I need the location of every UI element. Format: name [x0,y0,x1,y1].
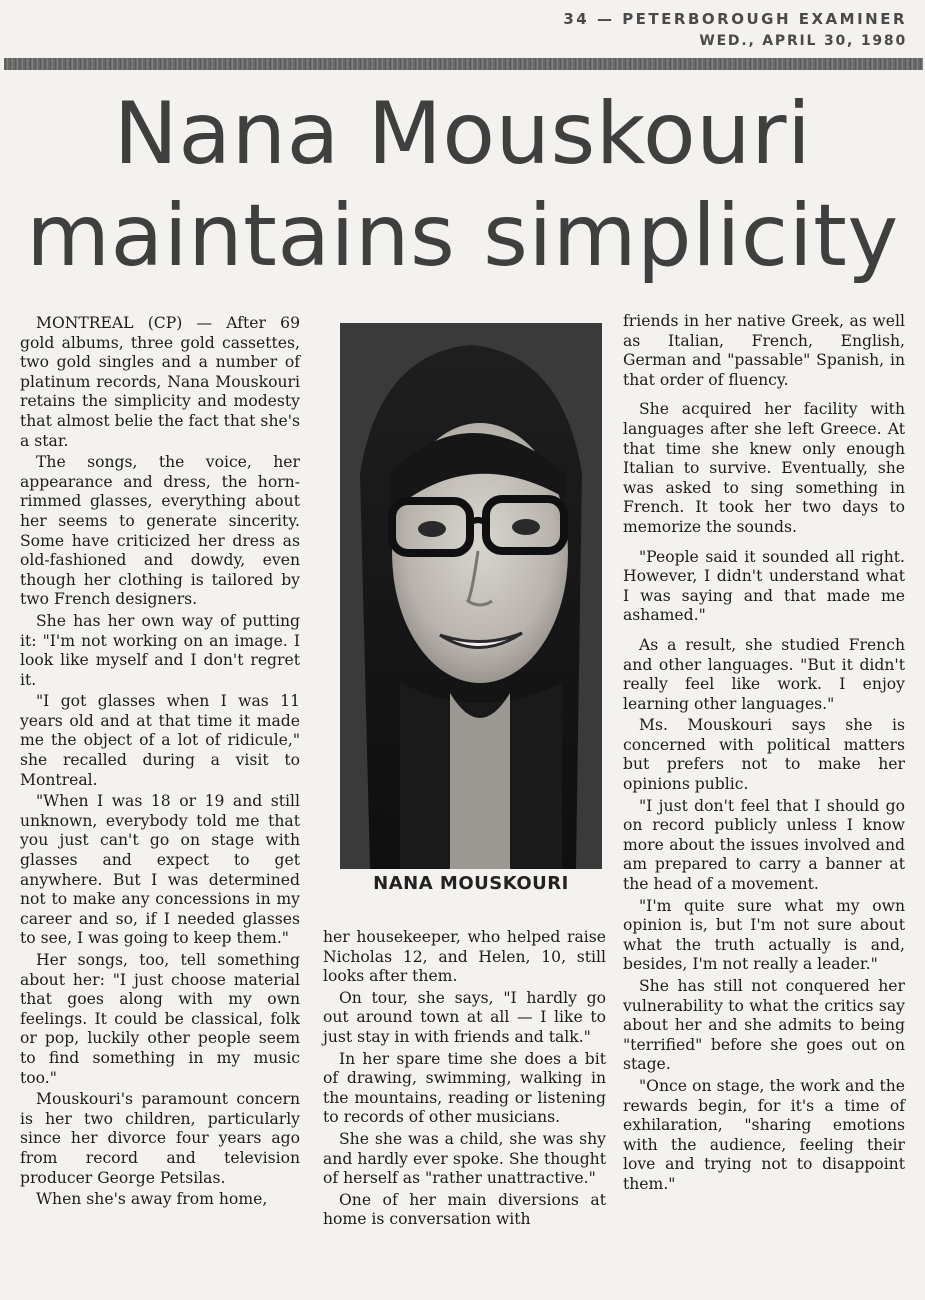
article-column-2 [323,928,606,1232]
paragraph: Her songs, too, tell something about her: "I just choose material that goes along with my own feelings. It could be classical, folk or pop, luckily other people seem to find something in my music too." [20,951,300,1087]
paragraph: friends in her native Greek, as well as Italian, French, English, German and "passable" Spanish, in that order of fluency. [623,312,905,389]
paragraph: Ms. Mouskouri says she is concerned with political matters but prefers not to make her opinions public. [623,716,905,794]
headline-line-2: maintains simplicity [26,186,899,286]
paragraph: "I'm quite sure what my own opinion is, but I'm not sure about what the truth actually is and, besides, I'm not really a leader." [623,896,905,974]
paragraph: Mouskouri's paramount concern is her two children, particularly since her divorce four years ago from record and television producer George Petsilas. [20,1090,300,1187]
paragraph: MONTREAL (CP) — After 69 gold albums, three gold cassettes, two gold singles and a number of platinum records, Nana Mouskouri retains the simplicity and modesty that almost belie the fact that she's a star. [20,314,300,450]
headline-line-1: Nana Mouskouri [113,84,812,184]
paragraph: On tour, she says, "I hardly go out around town at all — I like to just stay in with friends and talk." [323,988,606,1046]
masthead [563,10,907,49]
paragraph: She she was a child, she was shy and hardly ever spoke. She thought of herself as "rather unattractive." [323,1129,606,1188]
paragraph: "People said it sounded all right. However, I didn't understand what I was saying and that made me ashamed." [623,547,905,625]
paragraph: When she's away from home, [36,1190,268,1209]
portrait-photo [340,323,602,869]
article-column-1 [20,314,300,1212]
paragraph: She acquired her facility with languages after she left Greece. At that time she knew only enough Italian to survive. Eventually, she was asked to sing something in French. It took her two days to memorize the sounds. [623,400,905,536]
article-column-3 [623,312,905,1197]
paragraph: "When I was 18 or 19 and still unknown, everybody told me that you just can't go on stage with glasses and expect to get anywhere. But I was determined not to make any concessions in my career and so, if I needed glasses to see, I was going to keep them." [20,792,300,948]
newspaper-name: 34 — PETERBOROUGH EXAMINER [563,10,907,28]
paragraph: She has still not conquered her vulnerability to what the critics say about her and she admits to being "terrified" before she goes out on stage. [623,977,905,1074]
portrait-illustration [340,323,602,869]
photo-caption: NANA MOUSKOURI [373,873,569,894]
paragraph: "Once on stage, the work and the rewards begin, for it's a time of exhilaration, "sharing emotions with the audience, feeling their love and trying not to disappoint them." [623,1076,905,1193]
paragraph: "I got glasses when I was 11 years old and at that time it made me the object of a lot of ridicule," she recalled during a visit to Montreal. [20,692,300,789]
paragraph: her housekeeper, who helped raise Nicholas 12, and Helen, 10, still looks after them. [323,928,606,986]
paragraph: The songs, the voice, her appearance and dress, the horn-rimmed glasses, everything about her seems to generate sincerity. Some have criticized her dress as old-fashioned and dowdy, even though her clothing is tailored by two French designers. [20,453,300,609]
paragraph: As a result, she studied French and other languages. "But it didn't really feel like work. I enjoy learning other languages." [623,635,905,713]
paragraph: One of her main diversions at home is conversation with [323,1190,606,1229]
issue-date: WED., APRIL 30, 1980 [699,33,907,49]
header-rule [4,58,923,70]
paragraph: She has her own way of putting it: "I'm not working on an image. I look like myself and I don't regret it. [20,611,300,689]
paragraph: In her spare time she does a bit of drawing, swimming, walking in the mountains, reading or listening to records of other musicians. [323,1049,606,1127]
paragraph: "I just don't feel that I should go on record publicly unless I know more about the issues involved and am prepared to carry a banner at the head of a movement. [623,796,905,894]
